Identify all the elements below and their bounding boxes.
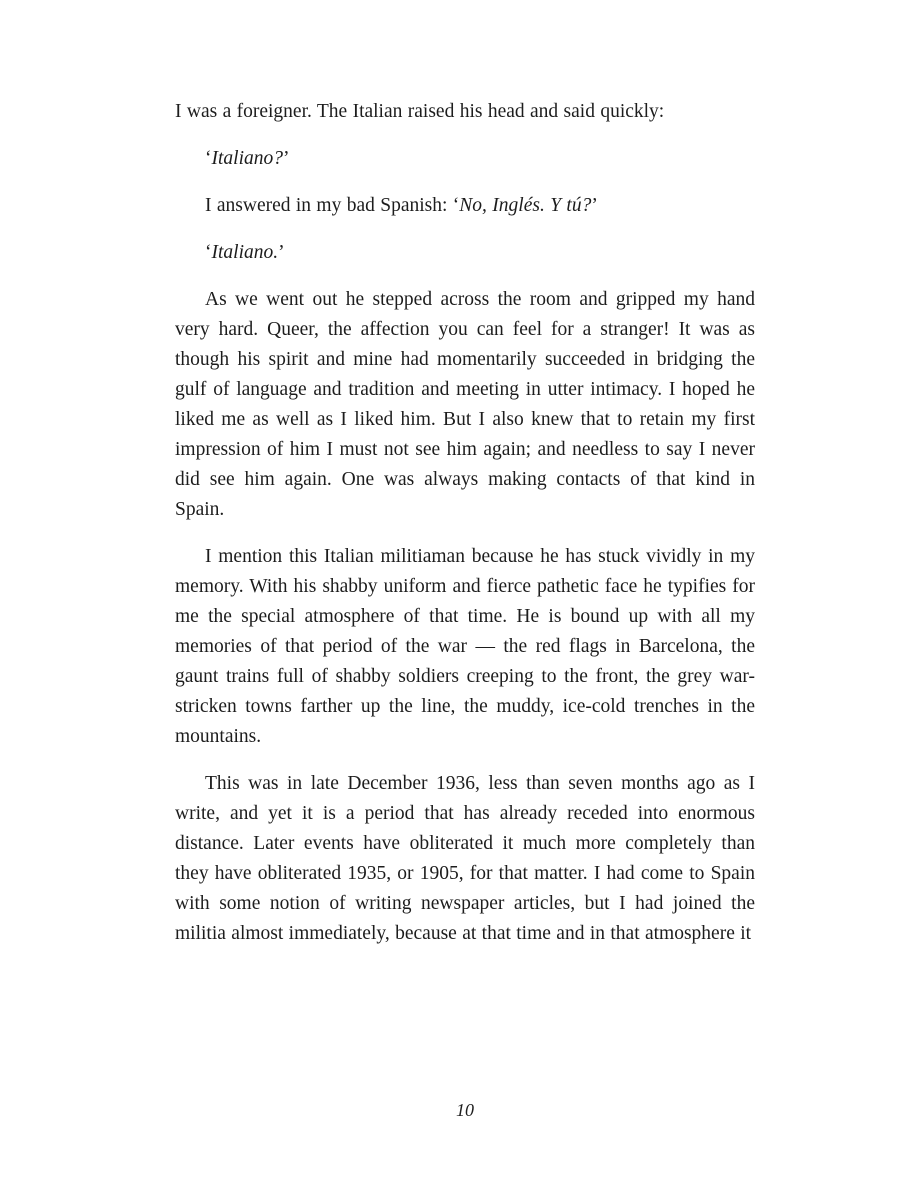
text-segment: ‘	[205, 242, 212, 263]
paragraph	[175, 144, 755, 174]
paragraph	[175, 97, 755, 127]
page-number: 10	[456, 1100, 474, 1120]
page-text	[175, 97, 755, 949]
text-segment: I was a foreigner. The Italian raised his head and said quickly:	[175, 101, 665, 122]
text-segment: As we went out he stepped across the room and gripped my hand very hard. Queer, the affection you can feel for a stranger! It was as though his spirit and mine had momentarily succeeded in bridging the gulf of language and tradition and meeting in utter intimacy. I hoped he liked me as well as I liked him. But I also knew that to retain my first impression of him I must not see him again; and needless to say I never did see him again. One was always making contacts of that kind in Spain.	[175, 289, 755, 520]
paragraph	[175, 542, 755, 752]
paragraph	[175, 191, 755, 221]
text-segment: ’	[283, 148, 290, 169]
book-page	[175, 97, 755, 966]
text-segment: This was in late December 1936, less than seven months ago as I write, and yet it is a period that has already receded into enormous distance. Later events have obliterated it much more completely than they have obliterated 1935, or 1905, for that matter. I had come to Spain with some notion of writing newspaper articles, but I had joined the militia almost immediately, because at that time and in that atmosphere it	[175, 773, 755, 944]
paragraph	[175, 769, 755, 949]
text-segment: ‘	[205, 148, 212, 169]
paragraph	[175, 285, 755, 525]
text-segment: I answered in my bad Spanish: ‘	[205, 195, 460, 216]
italic-text-segment: No, Inglés. Y tú?	[459, 195, 592, 216]
paragraph	[175, 238, 755, 268]
italic-text-segment: Italiano.	[211, 242, 279, 263]
text-segment: I mention this Italian militiaman because he has stuck vividly in my memory. With his shabby uniform and fierce pathetic face he typifies for me the special atmosphere of that time. He is bound up with all my memories of that period of the war — the red flags in Barcelona, the gaunt trains full of shabby soldiers creeping to the front, the grey war-stricken towns farther up the line, the muddy, ice-cold trenches in the mountains.	[175, 546, 755, 747]
text-segment: ’	[278, 242, 285, 263]
text-segment: ’	[591, 195, 598, 216]
italic-text-segment: Italiano?	[211, 148, 283, 169]
